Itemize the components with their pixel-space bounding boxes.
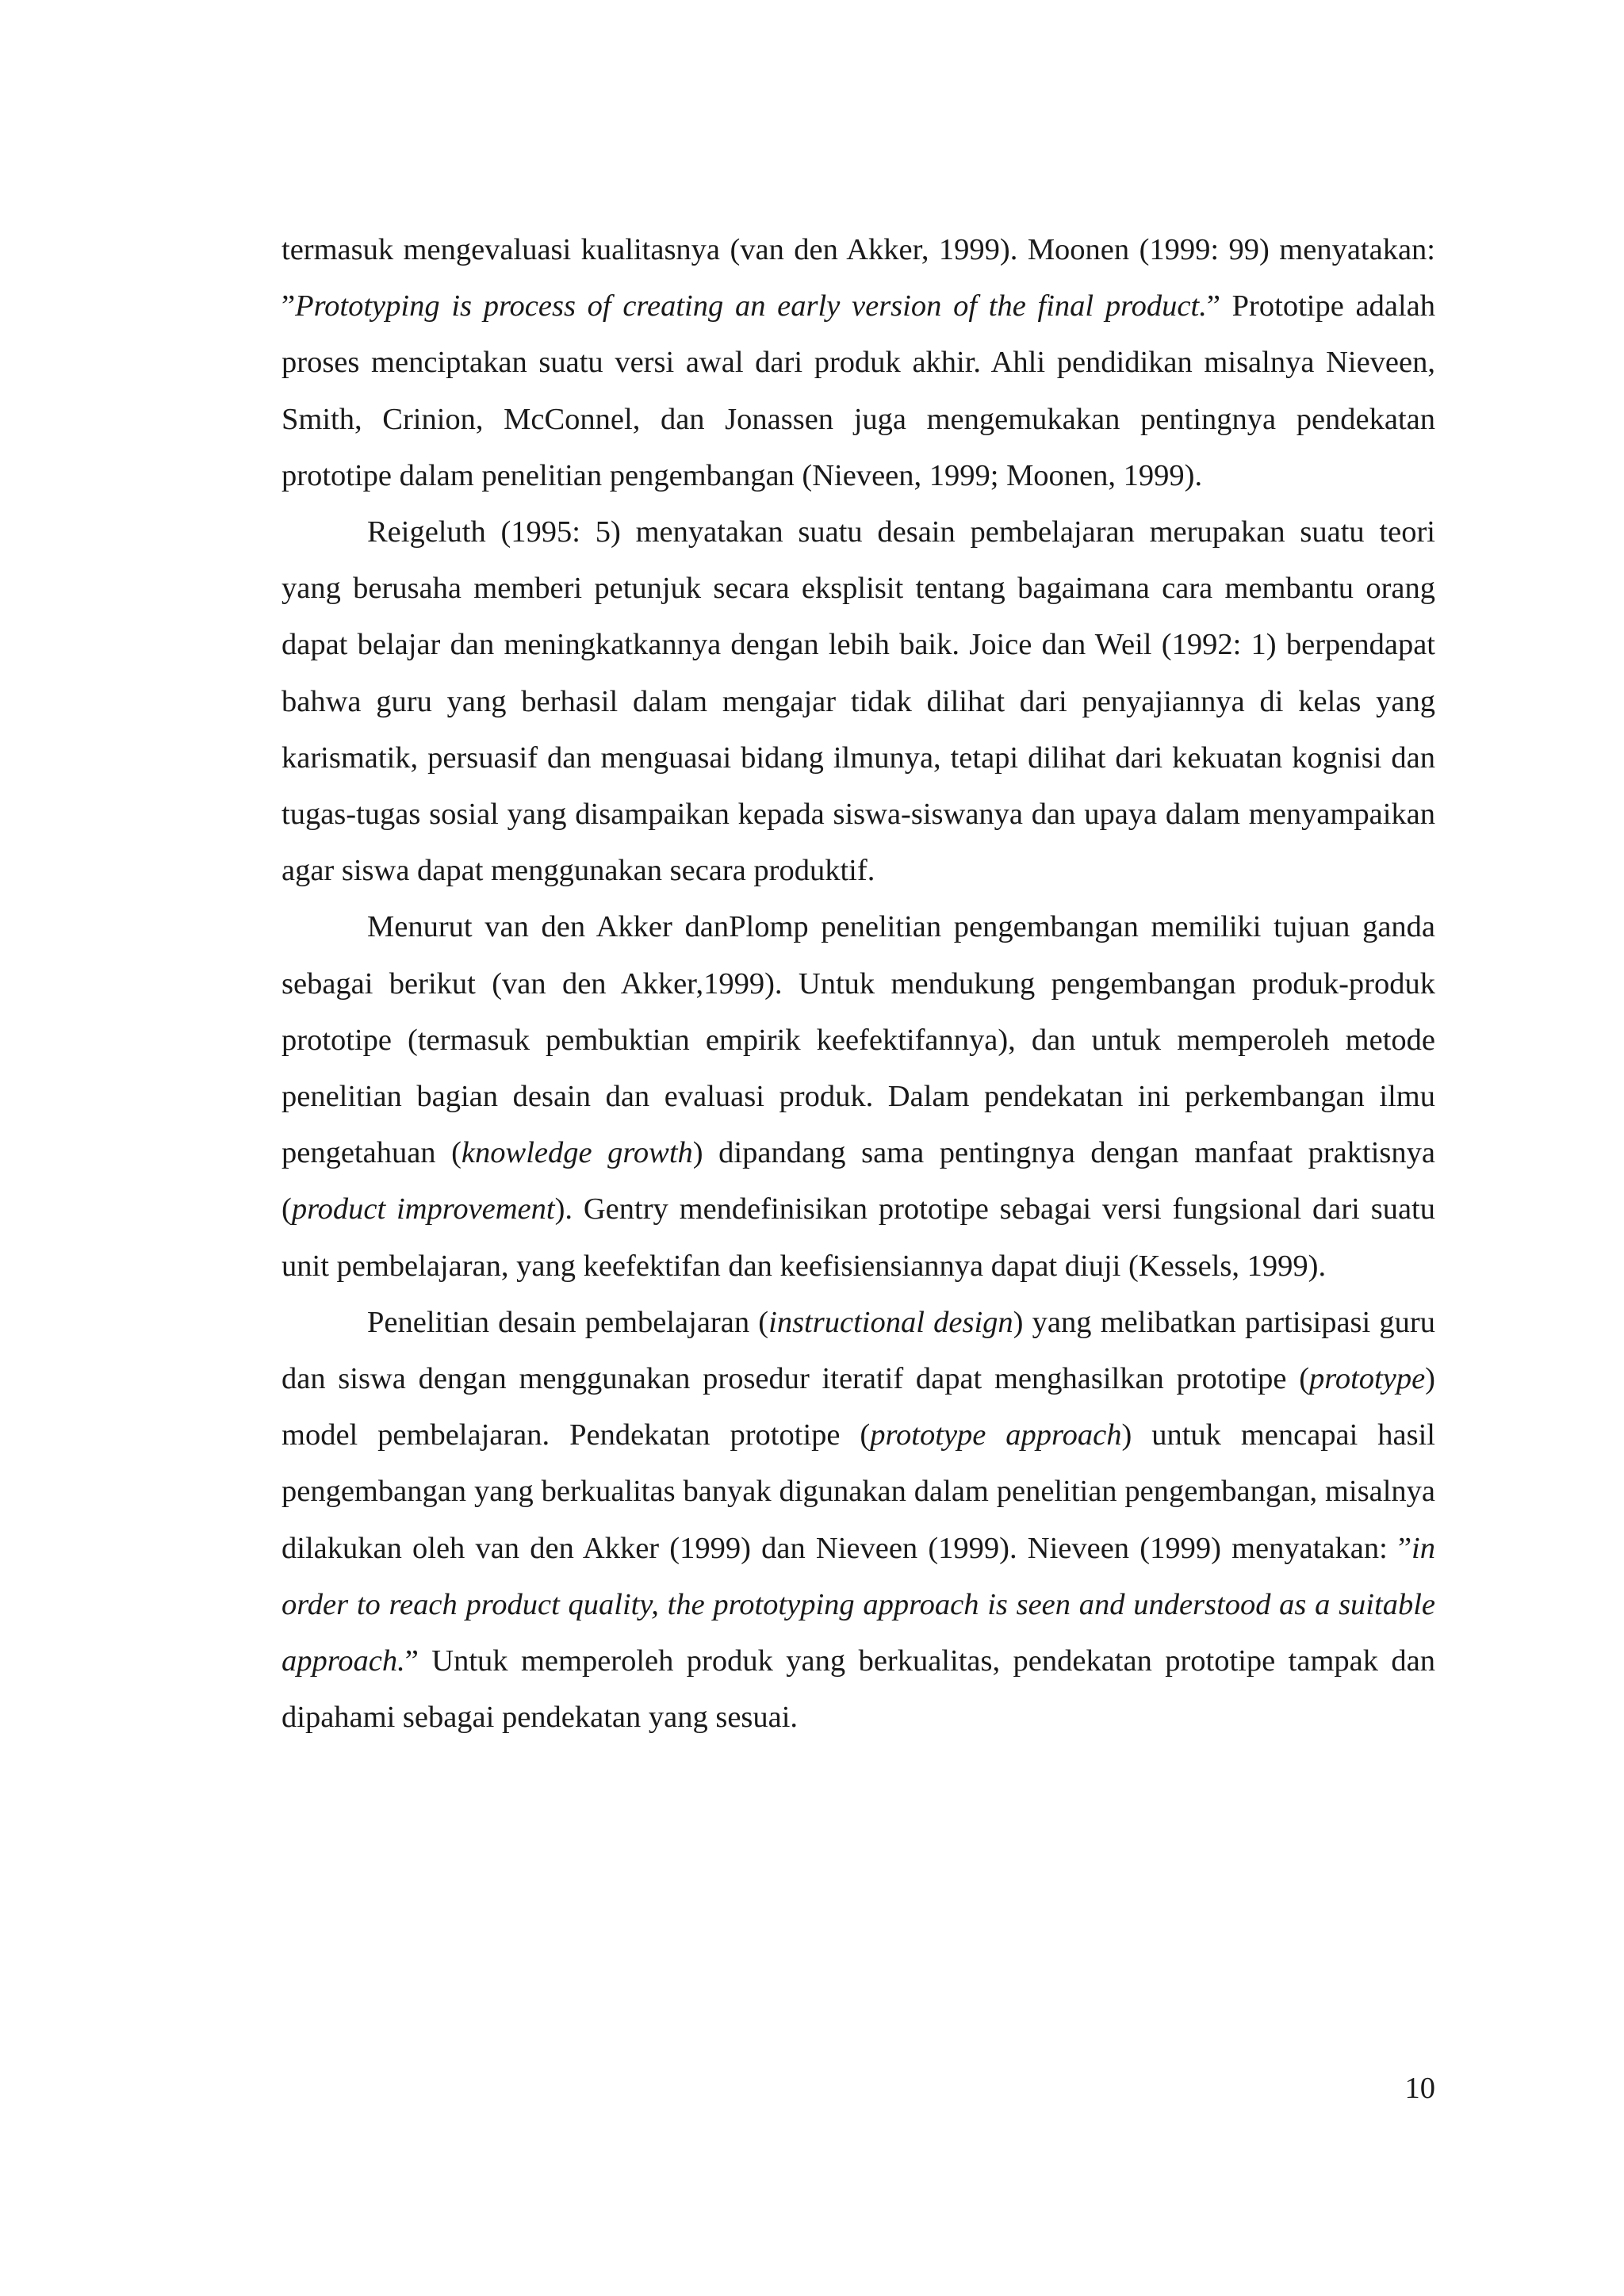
italic-text-segment: prototype	[1309, 1362, 1426, 1396]
paragraph	[282, 504, 1435, 899]
text-segment: ” Prototipe adalah proses menciptakan suatu versi awal dari produk akhir. Ahli pendidikan misalnya Nieveen, Smith, Crinion, McConnel, dan Jonassen juga mengemukakan pentingnya pendekatan prototipe dalam penelitian pengembangan (Nieveen, 1999; Moonen, 1999).	[282, 289, 1436, 492]
italic-text-segment: instructional design	[768, 1305, 1013, 1339]
text-segment: termasuk mengevaluasi kualitasnya (van den Akker, 1999). Moonen (1999: 99) menyatakan: ”	[282, 233, 1435, 323]
italic-text-segment: product improvement	[291, 1192, 555, 1226]
paragraph	[282, 899, 1435, 1294]
text-segment: Penelitian desain pembelajaran (	[367, 1305, 769, 1339]
paragraph	[282, 222, 1435, 504]
text-segment: ) dipandang sama pentingnya dengan manfaat praktisnya (	[282, 1136, 1435, 1226]
body-text	[282, 222, 1435, 1746]
italic-text-segment: knowledge growth	[461, 1136, 693, 1170]
text-segment: ) model pembelajaran. Pendekatan prototipe (	[282, 1362, 1435, 1452]
text-segment: Reigeluth (1995: 5) menyatakan suatu desain pembelajaran merupakan suatu teori yang berusaha memberi petunjuk secara eksplisit tentang bagaimana cara membantu orang dapat belajar dan meningkatkannya dengan lebih baik. Joice dan Weil (1992: 1) berpendapat bahwa guru yang berhasil dalam mengajar tidak dilihat dari penyajiannya di kelas yang karismatik, persuasif dan menguasai bidang ilmunya, tetapi dilihat dari kekuatan kognisi dan tugas-tugas sosial yang disampaikan kepada siswa-siswanya dan upaya dalam menyampaikan agar siswa dapat menggunakan secara produktif.	[282, 515, 1435, 888]
paragraph	[282, 1295, 1435, 1747]
text-segment: Menurut van den Akker danPlomp penelitian pengembangan memiliki tujuan ganda sebagai berikut (van den Akker,1999). Untuk mendukung pengembangan produk-produk prototipe (termasuk pembuktian empirik keefektifannya), dan untuk memperoleh metode penelitian bagian desain dan evaluasi produk. Dalam pendekatan ini perkembangan ilmu pengetahuan (	[282, 910, 1435, 1170]
italic-text-segment: prototype approach	[870, 1418, 1122, 1452]
italic-text-segment: in order to reach product quality, the prototyping approach is seen and understood as a suitable approach.	[282, 1531, 1435, 1678]
text-segment: ) yang melibatkan partisipasi guru dan siswa dengan menggunakan prosedur iteratif dapat menghasilkan prototipe (	[282, 1305, 1435, 1396]
text-segment: ). Gentry mendefinisikan prototipe sebagai versi fungsional dari suatu unit pembelajaran, yang keefektifan dan keefisiensiannya dapat diuji (Kessels, 1999).	[282, 1192, 1435, 1283]
text-segment: ” Untuk memperoleh produk yang berkualitas, pendekatan prototipe tampak dan dipahami sebagai pendekatan yang sesuai.	[282, 1644, 1435, 1735]
page-number: 10	[1404, 2072, 1435, 2105]
text-segment: ) untuk mencapai hasil pengembangan yang berkualitas banyak digunakan dalam penelitian pengembangan, misalnya dilakukan oleh van den Akker (1999) dan Nieveen (1999). Nieveen (1999) menyatakan: ”	[282, 1418, 1435, 1565]
italic-text-segment: Prototyping is process of creating an early version of the final product.	[295, 289, 1207, 323]
